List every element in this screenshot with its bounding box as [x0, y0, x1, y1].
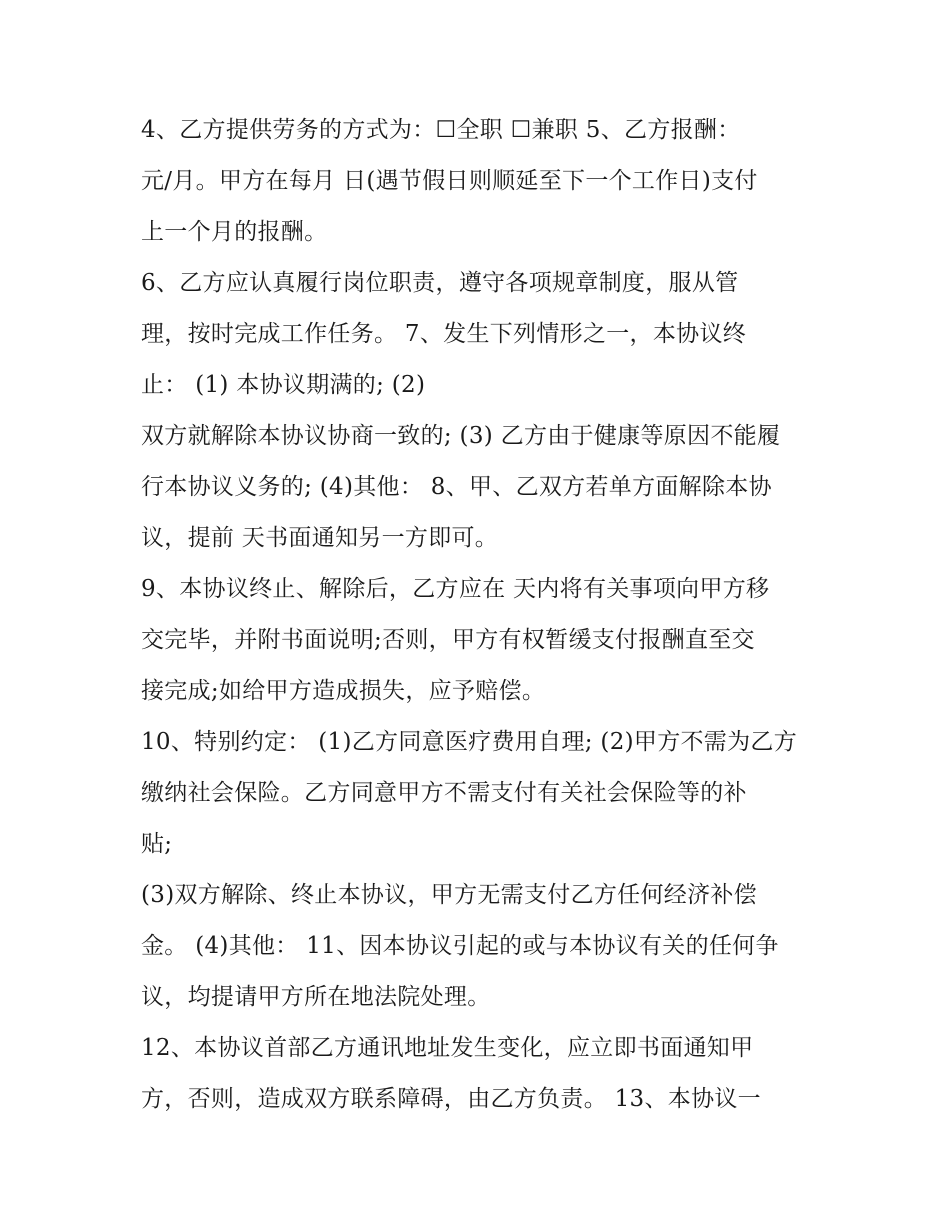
text-line: 方，否则，造成双方联系障碍，由乙方负责。 13、本协议一 — [141, 1086, 761, 1112]
text-line: 12、本协议首部乙方通讯地址发生变化，应立即书面通知甲 — [141, 1035, 754, 1061]
text-line: 贴; — [141, 831, 173, 857]
text-line: 上一个月的报酬。 — [141, 219, 328, 245]
text-line: 6、乙方应认真履行岗位职责，遵守各项规章制度，服从管 — [141, 270, 739, 296]
text-line: 止： (1) 本协议期满的; (2) — [141, 372, 426, 398]
text-line: 接完成;如给甲方造成损失，应予赔偿。 — [141, 678, 546, 704]
text-line: 议，均提请甲方所在地法院处理。 — [141, 984, 491, 1010]
text-line: 9、本协议终止、解除后，乙方应在 天内将有关事项向甲方移 — [141, 576, 770, 602]
text-line: (3)双方解除、终止本协议，甲方无需支付乙方任何经济补偿 — [141, 882, 757, 908]
text-line: 金。 (4)其他： 11、因本协议引起的或与本协议有关的任何争 — [141, 933, 779, 959]
text-line: 议，提前 天书面通知另一方即可。 — [141, 525, 499, 551]
text-line: 双方就解除本协议协商一致的; (3) 乙方由于健康等原因不能履 — [141, 423, 781, 449]
text-line: 10、特别约定： (1)乙方同意医疗费用自理; (2)甲方不需为乙方 — [141, 729, 797, 755]
text-line: 交完毕，并附书面说明;否则，甲方有权暂缓支付报酬直至交 — [141, 627, 755, 653]
text-line: 4、乙方提供劳务的方式为：☐全职 ☐兼职 5、乙方报酬： — [141, 117, 741, 143]
text-line: 缴纳社会保险。乙方同意甲方不需支付有关社会保险等的补 — [141, 780, 747, 806]
text-line: 行本协议义务的; (4)其他： 8、甲、乙双方若单方面解除本协 — [141, 474, 772, 500]
text-line: 元/月。甲方在每月 日(遇节假日则顺延至下一个工作日)支付 — [141, 168, 758, 194]
text-line: 理，按时完成工作任务。 7、发生下列情形之一，本协议终 — [141, 321, 747, 347]
